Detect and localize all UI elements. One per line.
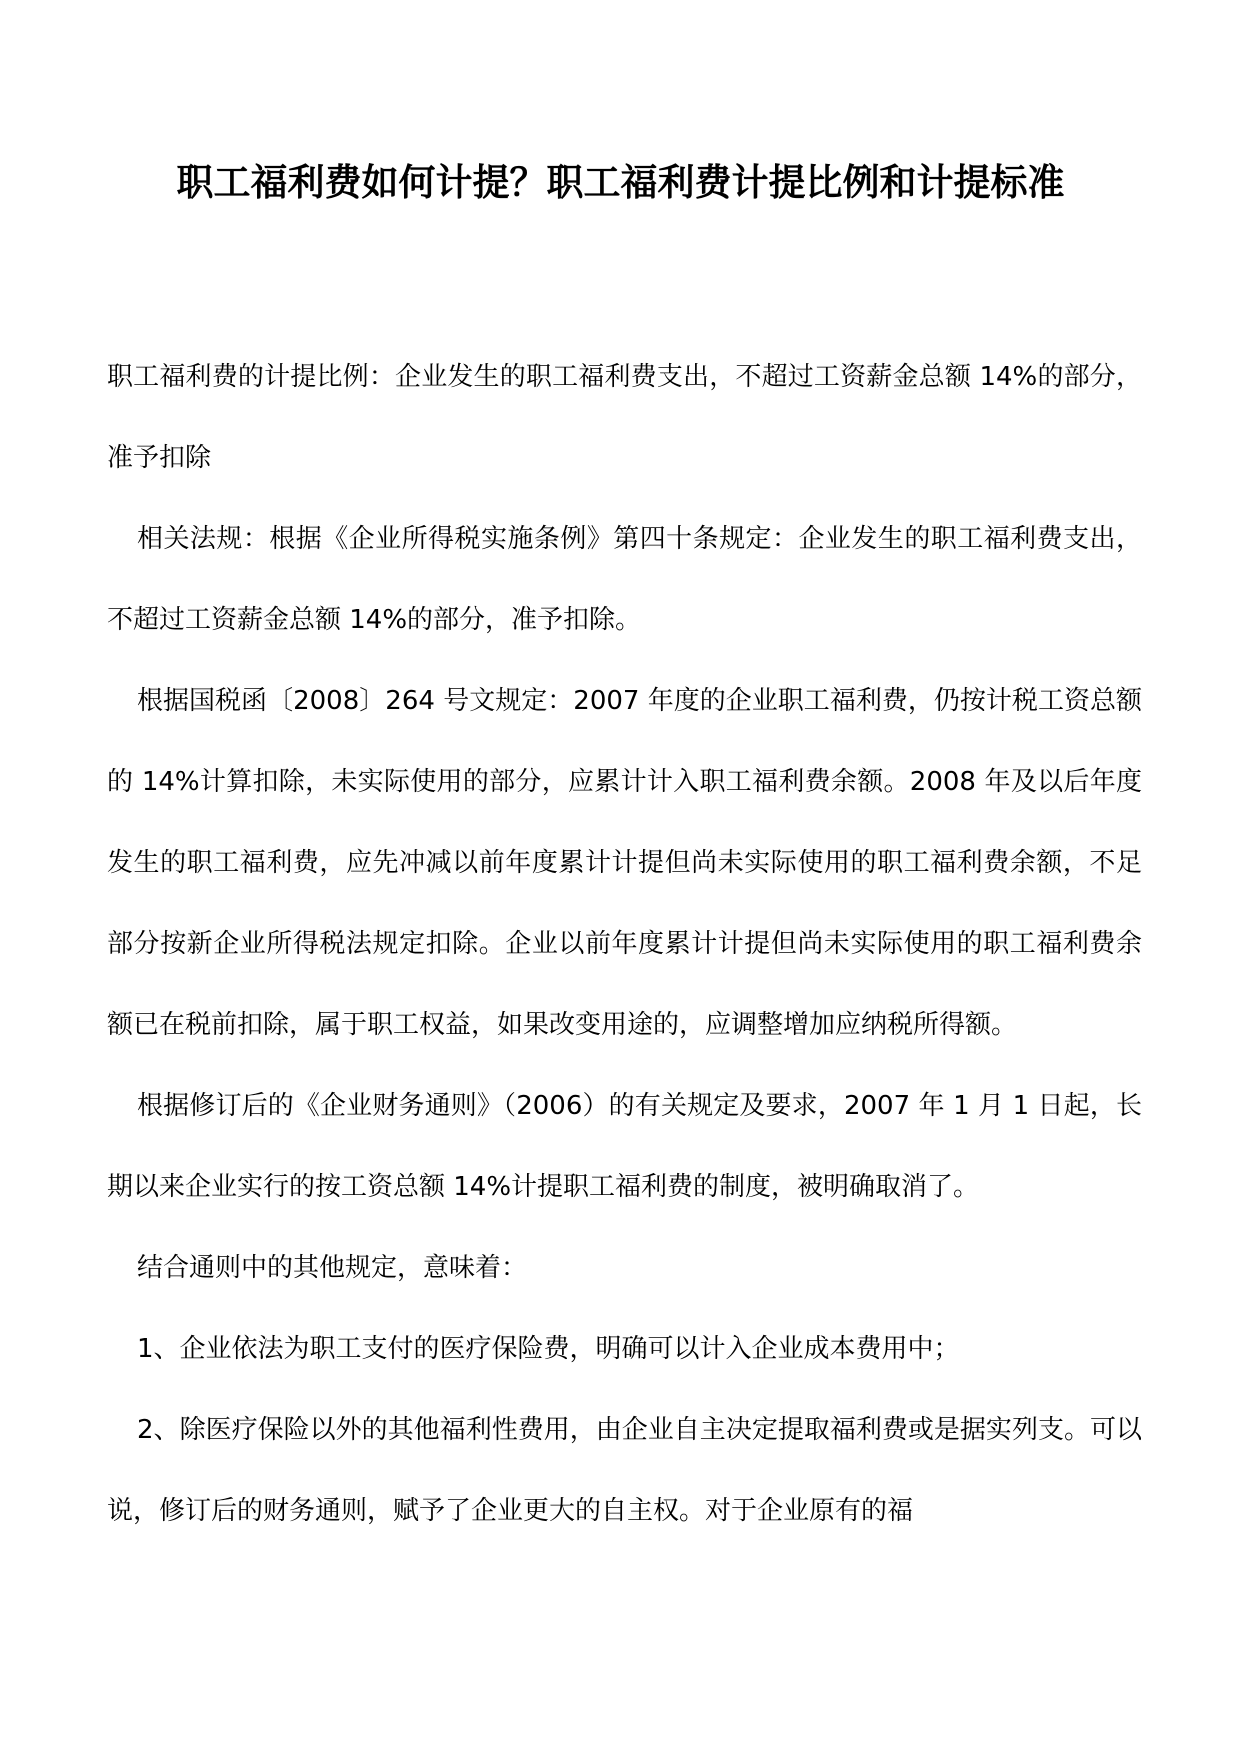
paragraph-tax-letter-264: 根据国税函〔2008〕264 号文规定：2007 年度的企业职工福利费，仍按计税工资总额的 14%计算扣除，未实际使用的部分，应累计计入职工福利费余额。2008 年及以后年度发生的职工福利费，应先冲减以前年度累计计提但尚未实际使用的职工福利费余额，不足部分按新企业所得税法规定扣除。企业以前年度累计计提但尚未实际使用的职工福利费余额已在税前扣除，属于职工权益，如果改变用途的，应调整增加应纳税所得额。 [107, 686, 1142, 1040]
paragraph-other-provisions: 结合通则中的其他规定，意味着： [137, 1253, 528, 1283]
list-item-other-welfare-expenses: 2、除医疗保险以外的其他福利性费用，由企业自主决定提取福利费或是据实列支。可以说，修订后的财务通则，赋予了企业更大的自主权。对于企业原有的福 [107, 1415, 1142, 1526]
paragraph-financial-general-rules: 根据修订后的《企业财务通则》（2006）的有关规定及要求，2007 年 1 月 1 日起，长期以来企业实行的按工资总额 14%计提职工福利费的制度，被明确取消了。 [107, 1091, 1142, 1202]
paragraph-related-regulation: 相关法规：根据《企业所得税实施条例》第四十条规定：企业发生的职工福利费支出，不超过工资薪金总额 14%的部分，准予扣除。 [107, 524, 1142, 635]
paragraph-welfare-ratio: 职工福利费的计提比例：企业发生的职工福利费支出，不超过工资薪金总额 14%的部分，准予扣除 [107, 362, 1142, 473]
list-item-medical-insurance: 1、企业依法为职工支付的医疗保险费，明确可以计入企业成本费用中； [137, 1334, 960, 1364]
document-body [107, 337, 1142, 1552]
document-title: 职工福利费如何计提？职工福利费计提比例和计提标准 [176, 161, 1065, 204]
